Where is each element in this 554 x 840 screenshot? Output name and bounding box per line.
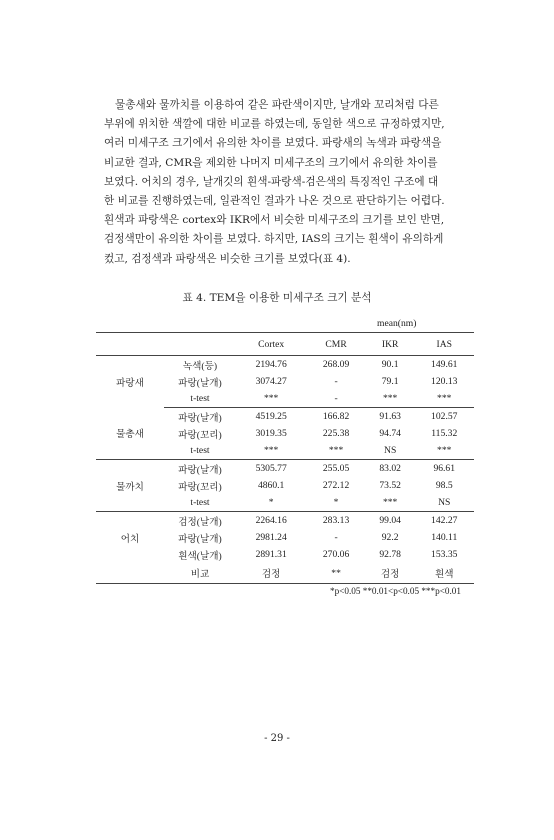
header-blank — [164, 333, 236, 356]
paragraph-line: 컸고, 검정색과 파랑색은 비슷한 크기를 보였다(표 4). — [104, 252, 351, 265]
row-label: 파랑(날개) — [178, 377, 222, 389]
table-cell: * — [236, 494, 306, 512]
group-label: 물까치 — [96, 460, 164, 512]
table-cell: - — [306, 390, 366, 408]
column-header: IKR — [381, 338, 399, 350]
table-row — [96, 408, 474, 426]
row-label: 파랑(날개) — [178, 464, 222, 476]
row-label: 파랑(꼬리) — [178, 481, 222, 493]
table-cell: 검정 — [236, 563, 306, 584]
table-cell: 90.1 — [381, 359, 399, 370]
table-cell: 166.82 — [322, 411, 350, 422]
table-cell: 102.57 — [431, 411, 458, 422]
table-cell: *** — [414, 442, 474, 460]
table-cell: 91.63 — [379, 411, 401, 422]
table-cell: 270.06 — [322, 549, 350, 560]
group-label: 어치 — [120, 533, 140, 545]
table-cell: 4860.1 — [257, 480, 285, 491]
table-cell: 272.12 — [322, 480, 350, 491]
paragraph-line: 한 비교를 진행하였는데, 일관적인 결과가 나온 것으로 판단하기는 어렵다. — [104, 195, 445, 208]
table-row — [96, 512, 474, 530]
table-cell: 2981.24 — [255, 532, 287, 543]
table-row — [96, 460, 474, 478]
row-label: 파랑(꼬리) — [178, 429, 222, 441]
table-cell: 99.04 — [379, 515, 401, 526]
table-cell: 225.38 — [322, 428, 350, 439]
table-cell: 79.1 — [381, 376, 399, 387]
table-cell: 2264.16 — [255, 515, 287, 526]
table-cell: 2194.76 — [255, 359, 287, 370]
table-cell: *** — [236, 390, 306, 408]
table-cell: 142.27 — [431, 515, 458, 526]
row-label: 파랑(날개) — [178, 533, 222, 545]
row-label: 비교 — [164, 563, 236, 584]
paragraph-line: 부위에 위치한 색깔에 대한 비교를 하였는데, 동일한 색으로 규정하였지만, — [104, 118, 445, 131]
group-label: 물총새 — [96, 408, 164, 460]
paragraph-line: 여러 미세구조 크기에서 유의한 차이를 보였다. 파랑새의 녹색과 파랑색을 — [104, 137, 442, 150]
table-row — [96, 356, 474, 374]
row-label: t-test — [164, 442, 236, 460]
table-footnote: *p<0.05 **0.01<p<0.05 ***p<0.01 — [330, 586, 461, 596]
page-number: - 29 - — [264, 733, 290, 744]
table-cell: 검정 — [366, 563, 415, 584]
table-cell: 5305.77 — [255, 463, 287, 474]
table-cell: NS — [366, 442, 415, 460]
table-cell: 3074.27 — [255, 376, 287, 387]
group-label-blank — [96, 563, 164, 584]
table-cell: - — [334, 532, 338, 543]
table-cell: 94.74 — [379, 428, 401, 439]
table-cell: 73.52 — [379, 480, 401, 491]
body-paragraph — [104, 96, 474, 269]
row-label: t-test — [164, 494, 236, 512]
table-cell: * — [306, 494, 366, 512]
table-cell: 120.13 — [431, 376, 458, 387]
paragraph-line: 비교한 결과, CMR을 제외한 나머지 미세구조의 크기에서 유의한 차이를 — [104, 156, 438, 169]
paragraph-line: 흰색과 파랑색은 cortex와 IKR에서 비슷한 미세구조의 크기를 보인 반면, — [104, 214, 445, 227]
table-cell: 92.2 — [381, 532, 399, 543]
table-cell: 115.32 — [431, 428, 458, 439]
paragraph-line: 보였다. 어치의 경우, 날개깃의 흰색-파랑색-검은색의 특징적인 구조에 대 — [104, 175, 439, 188]
table-cell: - — [334, 376, 338, 387]
table-unit: mean(nm) — [377, 318, 417, 329]
table-cell: 283.13 — [322, 515, 350, 526]
paragraph-line: 물총새와 물까치를 이용하여 같은 파란색이지만, 날개와 꼬리처럼 다른 — [115, 99, 439, 111]
table-cell: 255.05 — [322, 463, 350, 474]
table-cell: *** — [366, 390, 415, 408]
row-label: t-test — [164, 390, 236, 408]
table-cell: *** — [366, 494, 415, 512]
table-cell: 153.35 — [431, 549, 458, 560]
table-cell: 2891.31 — [255, 549, 287, 560]
header-blank — [96, 333, 164, 356]
row-label: 검정(날개) — [178, 516, 222, 528]
table-caption: 표 4. TEM을 이용한 미세구조 크기 분석 — [182, 292, 372, 304]
table-cell: 92.78 — [379, 549, 401, 560]
table-cell: 268.09 — [322, 359, 350, 370]
table-cell: *** — [306, 442, 366, 460]
table-cell: 140.11 — [431, 532, 458, 543]
row-label: 녹색(등) — [182, 360, 218, 372]
table-cell: 96.61 — [433, 463, 456, 474]
table-cell: 흰색 — [414, 563, 474, 584]
table-cell: 98.5 — [435, 480, 453, 491]
table-cell: NS — [414, 494, 474, 512]
table-cell: 4519.25 — [255, 411, 287, 422]
column-header: IAS — [436, 338, 452, 350]
table-cell: ** — [306, 563, 366, 584]
table-cell: 3019.35 — [255, 428, 287, 439]
table-header-row — [96, 333, 474, 356]
column-header: Cortex — [258, 338, 285, 350]
table-cell: *** — [236, 442, 306, 460]
row-label: 흰색(날개) — [178, 550, 222, 562]
column-header: CMR — [325, 338, 347, 350]
group-label: 파랑새 — [116, 377, 144, 389]
row-label: 파랑(날개) — [178, 412, 222, 424]
tem-table — [96, 332, 474, 584]
table-cell: *** — [414, 390, 474, 408]
table-cell: 83.02 — [379, 463, 401, 474]
table-row — [96, 563, 474, 584]
table-cell: 149.61 — [431, 359, 458, 370]
paragraph-line: 검정색만이 유의한 차이를 보였다. 하지만, IAS의 크기는 흰색이 유의하게 — [104, 233, 444, 246]
